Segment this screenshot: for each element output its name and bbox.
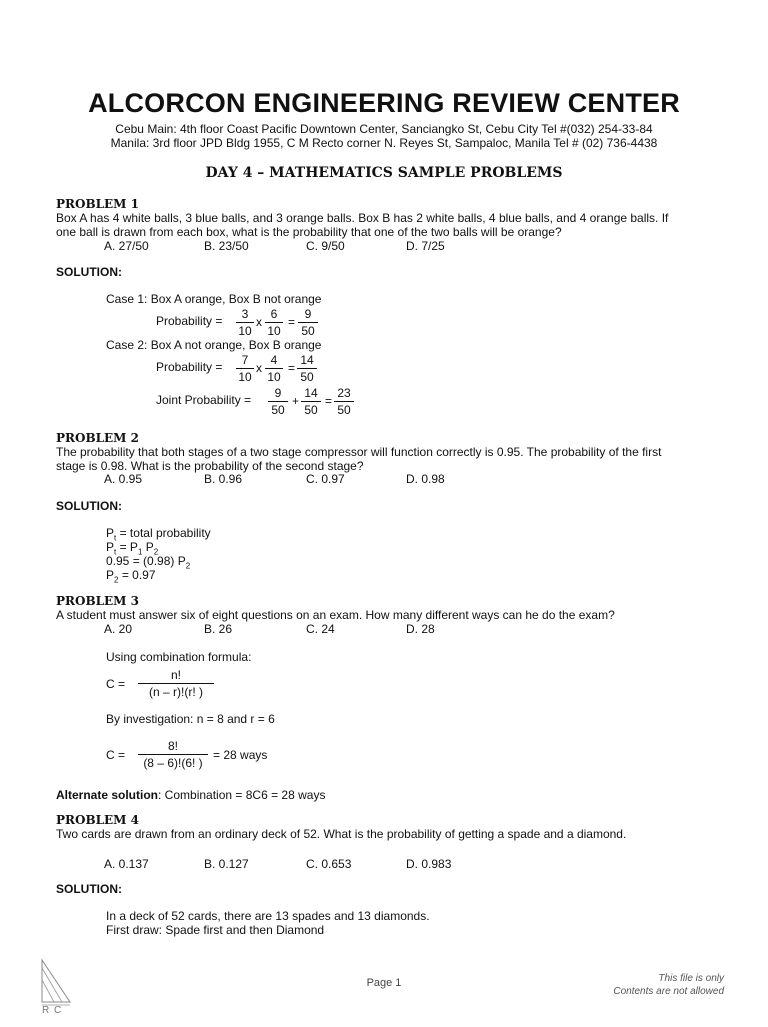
p1-solution-label: SOLUTION:: [56, 265, 122, 279]
p1-choice-c: C. 9/50: [306, 239, 345, 253]
center-title: ALCORCON ENGINEERING REVIEW CENTER: [88, 88, 680, 118]
p3-choice-c: C. 24: [306, 622, 335, 636]
manila-address: Manila: 3rd floor JPD Bldg 1955, C M Recto corner N. Reyes St, Sampaloc, Manila Tel # (02) 736-4438: [110, 136, 658, 150]
p2-line-3: 0.95 = (0.98) $P_2$: [106, 554, 191, 571]
p1-choice-b: B. 23/50: [204, 239, 249, 253]
fraction-23-50: 23 50: [334, 386, 354, 417]
p4-solution-label: SOLUTION:: [56, 882, 122, 896]
p3-choice-d: D. 28: [406, 622, 435, 636]
p4-choice-a: A. 0.137: [104, 857, 149, 871]
page-number: Page 1: [366, 977, 402, 989]
p3-alternate-solution: Alternate solution: Combination = 8C6 = 28 ways: [56, 788, 326, 802]
equals-sign: =: [288, 315, 296, 329]
equals-sign: =: [288, 361, 296, 375]
p1-joint-label: Joint Probability =: [156, 393, 252, 407]
p1-case-2: Case 2: Box A not orange, Box B orange: [106, 338, 322, 352]
review-center-logo: [40, 958, 74, 1022]
p2-line-4: $P_2 = 0.97$: [106, 568, 156, 585]
p2-line-1: $P_t$ = total probability: [106, 526, 211, 543]
combination-formula-fraction: n! (n – r)!(r! ): [138, 668, 214, 699]
problem-3-question: A student must answer six of eight questions on an exam. How many different ways can he do the exam?: [56, 608, 615, 622]
p3-result: = 28 ways: [213, 748, 268, 762]
fraction-3-10: 3 10: [236, 307, 254, 338]
fraction-14-50: 14 50: [297, 353, 317, 384]
p3-using-formula: Using combination formula:: [106, 650, 252, 664]
fraction-9-50: 9 50: [268, 386, 288, 417]
problem-2-question-line-1: The probability that both stages of a two stage compressor will function correctly is 0.95. The probability of the first: [56, 445, 662, 459]
p1-choice-a: A. 27/50: [104, 239, 149, 253]
p4-choice-b: B. 0.127: [204, 857, 249, 871]
p2-line-2: $P_t = P_1$ $P_2$: [106, 540, 159, 557]
footer-notice-line-2: Contents are not allowed: [613, 986, 724, 997]
combination-value-fraction: 8! (8 – 6)!(6! ): [138, 739, 208, 770]
problem-1-question-line-1: Box A has 4 white balls, 3 blue balls, and 3 orange balls. Box B has 2 white balls, 4 blue balls, and 4 orange balls. If: [56, 211, 669, 225]
p1-case-2-prob-label: Probability =: [156, 360, 223, 374]
problem-1-heading: PROBLEM 1: [56, 197, 139, 211]
p4-solution-line-1: In a deck of 52 cards, there are 13 spades and 13 diamonds.: [106, 909, 430, 923]
fraction-7-10: 7 10: [236, 353, 254, 384]
p3-choice-b: B. 26: [204, 622, 233, 636]
p1-choice-d: D. 7/25: [406, 239, 445, 253]
footer-notice-line-1: This file is only: [658, 973, 724, 984]
fraction-6-10: 6 10: [265, 307, 283, 338]
problem-2-question-line-2: stage is 0.98. What is the probability of the second stage?: [56, 459, 364, 473]
problem-1-question-line-2: one ball is drawn from each box, what is the probability that one of the two balls will be orange?: [56, 225, 562, 239]
p4-solution-line-2: First draw: Spade first and then Diamond: [106, 923, 325, 937]
equals-sign: =: [325, 394, 333, 408]
fraction-9-50: 9 50: [298, 307, 318, 338]
p2-solution-label: SOLUTION:: [56, 499, 122, 513]
p4-choice-d: D. 0.983: [406, 857, 452, 871]
cebu-address: Cebu Main: 4th floor Coast Pacific Downtown Center, Sanciangko St, Cebu City Tel #(032) 254-33-84: [115, 122, 653, 136]
times-sign: x: [256, 361, 262, 375]
p2-choice-a: A. 0.95: [104, 472, 143, 486]
p3-c-label-1: C =: [106, 677, 126, 691]
p2-choice-d: D. 0.98: [406, 472, 445, 486]
problem-3-heading: PROBLEM 3: [56, 594, 139, 608]
problem-2-heading: PROBLEM 2: [56, 431, 139, 445]
fraction-14-50: 14 50: [301, 386, 321, 417]
plus-sign: +: [292, 394, 300, 408]
p1-case-1-prob-label: Probability =: [156, 314, 223, 328]
p3-c-label-2: C =: [106, 748, 126, 762]
p4-choice-c: C. 0.653: [306, 857, 352, 871]
problem-4-heading: PROBLEM 4: [56, 813, 139, 827]
logo-letters: R C: [42, 1005, 63, 1016]
fraction-4-10: 4 10: [265, 353, 283, 384]
day-title: DAY 4 – MATHEMATICS SAMPLE PROBLEMS: [205, 165, 563, 181]
p2-choice-b: B. 0.96: [204, 472, 243, 486]
p1-case-1: Case 1: Box A orange, Box B not orange: [106, 292, 322, 306]
times-sign: x: [256, 315, 262, 329]
p3-investigation: By investigation: n = 8 and r = 6: [106, 712, 275, 726]
p3-choice-a: A. 20: [104, 622, 133, 636]
problem-4-question: Two cards are drawn from an ordinary deck of 52. What is the probability of getting a spade and a diamond.: [56, 827, 627, 841]
p2-choice-c: C. 0.97: [306, 472, 345, 486]
